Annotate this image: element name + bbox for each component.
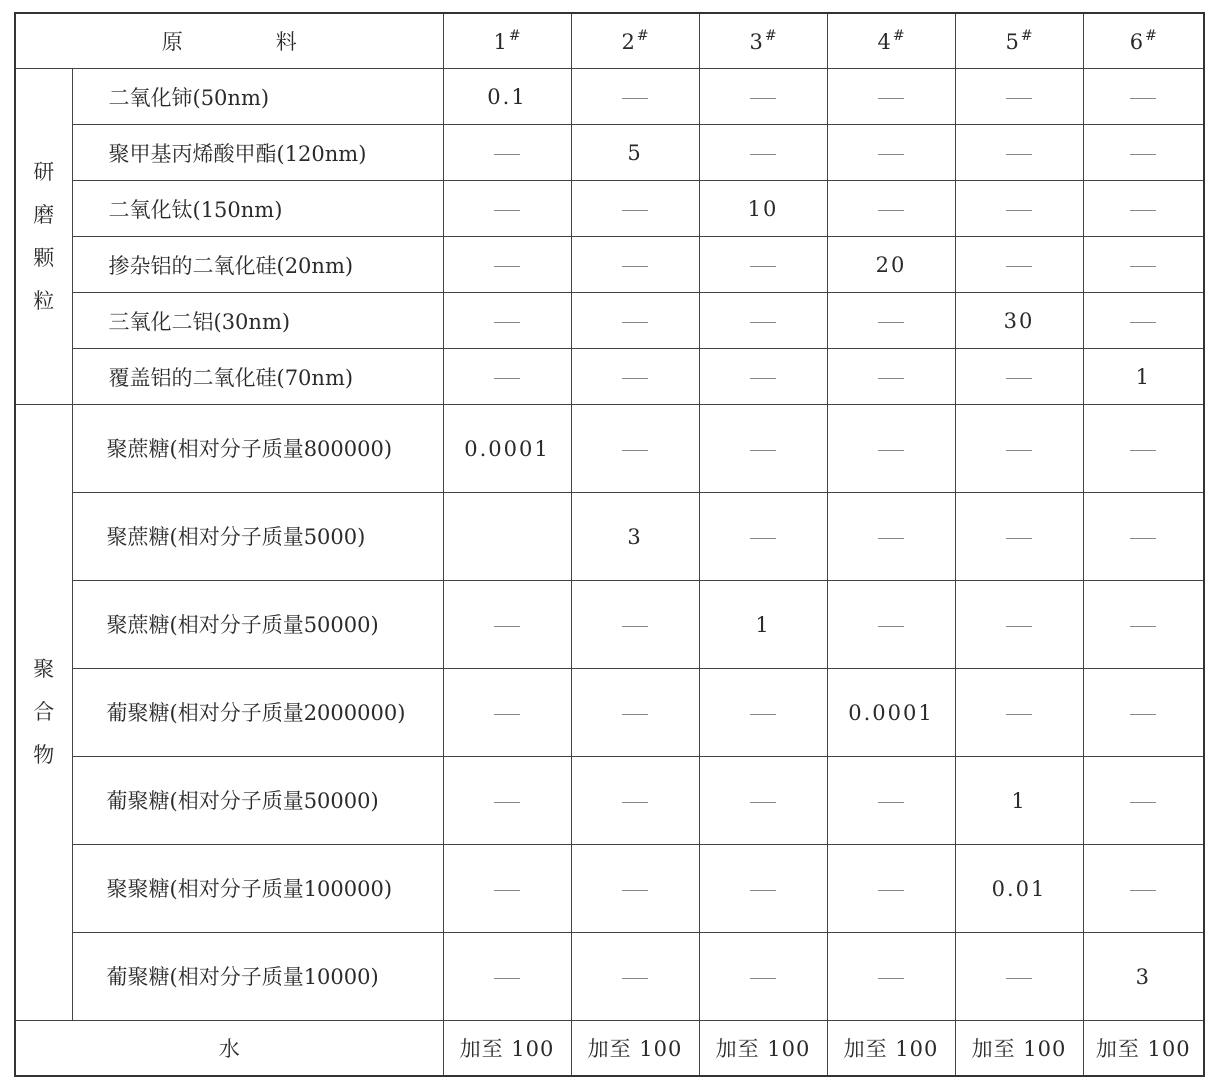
group-char: 颗 xyxy=(33,245,55,270)
water-value: 加至 100 xyxy=(443,1021,571,1077)
sample-number: 4 xyxy=(877,30,891,54)
value-cell xyxy=(1083,181,1204,237)
value-cell xyxy=(699,581,827,669)
value-text: 5 xyxy=(627,140,643,165)
polymer-row xyxy=(15,669,1204,757)
value-cell xyxy=(1083,493,1204,581)
value-cell xyxy=(1083,237,1204,293)
value-cell xyxy=(1083,125,1204,181)
value-cell xyxy=(571,69,699,125)
value-cell xyxy=(571,349,699,405)
value-cell xyxy=(699,237,827,293)
dash-mark xyxy=(750,98,776,99)
value-cell xyxy=(571,237,699,293)
group-char: 研 xyxy=(33,159,55,184)
value-cell xyxy=(955,69,1083,125)
header-sample-2 xyxy=(571,13,699,69)
dash-mark xyxy=(1006,266,1032,267)
value-cell xyxy=(955,237,1083,293)
dash-mark xyxy=(1130,322,1156,323)
value-cell xyxy=(827,493,955,581)
dash-mark xyxy=(1006,378,1032,379)
value-cell xyxy=(1083,69,1204,125)
value-text: 30 xyxy=(1003,308,1035,333)
value-cell xyxy=(1083,933,1204,1021)
header-sample-6 xyxy=(1083,13,1204,69)
value-cell xyxy=(443,405,571,493)
group-char: 粒 xyxy=(33,288,55,313)
value-cell xyxy=(571,181,699,237)
material-name xyxy=(72,669,443,757)
value-cell xyxy=(699,669,827,757)
material-name xyxy=(72,581,443,669)
dash-mark xyxy=(622,890,648,891)
group-char: 磨 xyxy=(33,202,55,227)
value-cell xyxy=(827,125,955,181)
material-name xyxy=(72,845,443,933)
dash-mark xyxy=(750,714,776,715)
value-text: 0.0001 xyxy=(848,700,934,725)
value-cell xyxy=(955,757,1083,845)
dash-mark xyxy=(494,890,520,891)
dash-mark xyxy=(750,322,776,323)
dash-mark xyxy=(494,626,520,627)
value-cell xyxy=(699,349,827,405)
dash-mark xyxy=(494,714,520,715)
header-sample-4 xyxy=(827,13,955,69)
value-cell xyxy=(699,405,827,493)
dash-mark xyxy=(750,378,776,379)
value-cell xyxy=(827,757,955,845)
polymer-group-label xyxy=(15,405,72,1021)
value-cell xyxy=(699,757,827,845)
abrasive-group-label xyxy=(15,69,72,405)
dash-mark xyxy=(750,450,776,451)
value-cell xyxy=(571,581,699,669)
dash-mark xyxy=(1006,626,1032,627)
sample-mark: # xyxy=(508,28,521,44)
value-cell xyxy=(443,757,571,845)
polymer-row xyxy=(15,757,1204,845)
polymer-row xyxy=(15,493,1204,581)
material-name xyxy=(72,405,443,493)
material-name-text: 葡聚糖(相对分子质量2000000) xyxy=(106,700,406,725)
dash-mark xyxy=(622,378,648,379)
dash-mark xyxy=(494,978,520,979)
sample-number: 6 xyxy=(1129,30,1144,54)
value-cell xyxy=(699,69,827,125)
dash-mark xyxy=(1130,210,1156,211)
dash-mark xyxy=(1130,450,1156,451)
material-name xyxy=(72,757,443,845)
dash-mark xyxy=(622,802,648,803)
material-name: 二氧化钛(150nm) xyxy=(72,181,443,237)
dash-mark xyxy=(878,802,904,803)
abrasive-row xyxy=(15,293,1204,349)
material-name-text: 聚蔗糖(相对分子质量800000) xyxy=(106,436,393,461)
value-text: 0.01 xyxy=(991,876,1047,901)
value-text: 1 xyxy=(1135,364,1151,389)
header-raw-material: 原 料 xyxy=(15,13,443,69)
material-name-text: 葡聚糖(相对分子质量50000) xyxy=(106,788,379,813)
header-sample-3 xyxy=(699,13,827,69)
dash-mark xyxy=(878,98,904,99)
dash-mark xyxy=(1006,210,1032,211)
value-cell xyxy=(1083,845,1204,933)
value-cell xyxy=(827,581,955,669)
water-value: 加至 100 xyxy=(955,1021,1083,1077)
value-cell xyxy=(571,845,699,933)
value-cell xyxy=(571,757,699,845)
dash-mark xyxy=(1130,538,1156,539)
value-cell xyxy=(699,181,827,237)
value-cell xyxy=(443,933,571,1021)
dash-mark xyxy=(1130,154,1156,155)
dash-mark xyxy=(1006,154,1032,155)
value-cell xyxy=(827,405,955,493)
dash-mark xyxy=(1130,98,1156,99)
dash-mark xyxy=(1006,538,1032,539)
abrasive-row xyxy=(15,125,1204,181)
dash-mark xyxy=(750,154,776,155)
water-value: 加至 100 xyxy=(827,1021,955,1077)
value-cell xyxy=(827,845,955,933)
value-cell xyxy=(1083,349,1204,405)
dash-mark xyxy=(622,714,648,715)
value-cell xyxy=(443,581,571,669)
value-text: 20 xyxy=(875,252,907,277)
value-cell xyxy=(571,669,699,757)
value-text: 0.1 xyxy=(487,84,527,109)
sample-mark: # xyxy=(1020,28,1033,44)
dash-mark xyxy=(750,802,776,803)
dash-mark xyxy=(494,266,520,267)
value-cell xyxy=(955,405,1083,493)
dash-mark xyxy=(622,266,648,267)
value-cell xyxy=(955,349,1083,405)
header-sample-5 xyxy=(955,13,1083,69)
dash-mark xyxy=(750,266,776,267)
value-cell xyxy=(1083,293,1204,349)
value-cell xyxy=(443,349,571,405)
value-cell xyxy=(827,293,955,349)
value-cell xyxy=(443,293,571,349)
value-cell xyxy=(955,669,1083,757)
value-text: 0.0001 xyxy=(464,436,550,461)
material-name: 三氧化二铝(30nm) xyxy=(72,293,443,349)
value-cell xyxy=(1083,757,1204,845)
dash-mark xyxy=(494,378,520,379)
value-cell xyxy=(571,125,699,181)
value-cell xyxy=(571,293,699,349)
material-name xyxy=(72,933,443,1021)
dash-mark xyxy=(494,802,520,803)
material-name-text: 聚蔗糖(相对分子质量50000) xyxy=(106,612,379,637)
water-value: 加至 100 xyxy=(699,1021,827,1077)
header-sample-1 xyxy=(443,13,571,69)
group-char: 合 xyxy=(33,700,55,724)
dash-mark xyxy=(1006,714,1032,715)
value-cell xyxy=(1083,669,1204,757)
sample-mark: # xyxy=(764,28,777,44)
sample-mark: # xyxy=(1145,28,1157,44)
value-text: 10 xyxy=(747,196,779,221)
dash-mark xyxy=(878,210,904,211)
abrasive-row xyxy=(15,237,1204,293)
dash-mark xyxy=(878,978,904,979)
value-cell xyxy=(955,933,1083,1021)
dash-mark xyxy=(878,322,904,323)
sample-number: 5 xyxy=(1005,30,1019,54)
dash-mark xyxy=(494,154,520,155)
value-cell xyxy=(955,581,1083,669)
dash-mark xyxy=(750,538,776,539)
dash-mark xyxy=(622,98,648,99)
value-cell xyxy=(955,493,1083,581)
dash-mark xyxy=(878,154,904,155)
material-name: 二氧化铈(50nm) xyxy=(72,69,443,125)
material-name: 聚甲基丙烯酸甲酯(120nm) xyxy=(72,125,443,181)
value-cell xyxy=(955,181,1083,237)
value-cell xyxy=(827,349,955,405)
dash-mark xyxy=(878,626,904,627)
value-cell xyxy=(955,845,1083,933)
value-cell xyxy=(827,933,955,1021)
dash-mark xyxy=(1130,626,1156,627)
value-cell xyxy=(955,125,1083,181)
value-cell xyxy=(699,933,827,1021)
polymer-row xyxy=(15,405,1204,493)
polymer-row xyxy=(15,845,1204,933)
sample-number: 2 xyxy=(621,30,635,54)
value-text: 3 xyxy=(1135,964,1151,989)
material-name-text: 聚蔗糖(相对分子质量5000) xyxy=(106,524,366,549)
value-cell xyxy=(443,237,571,293)
dash-mark xyxy=(1006,450,1032,451)
group-char: 聚 xyxy=(33,657,55,681)
material-name: 覆盖铝的二氧化硅(70nm) xyxy=(72,349,443,405)
value-cell xyxy=(827,181,955,237)
value-text: 3 xyxy=(627,524,643,549)
value-cell xyxy=(571,493,699,581)
dash-mark xyxy=(878,538,904,539)
value-cell xyxy=(955,293,1083,349)
value-cell xyxy=(1083,405,1204,493)
value-cell xyxy=(443,493,571,581)
dash-mark xyxy=(750,890,776,891)
abrasive-row xyxy=(15,69,1204,125)
water-row xyxy=(15,1021,1204,1077)
dash-mark xyxy=(494,210,520,211)
material-name-text: 葡聚糖(相对分子质量10000) xyxy=(106,964,379,989)
value-cell xyxy=(827,69,955,125)
sample-mark: # xyxy=(892,28,905,44)
value-cell xyxy=(699,293,827,349)
water-value: 加至 100 xyxy=(1083,1021,1204,1077)
polymer-row xyxy=(15,933,1204,1021)
abrasive-row xyxy=(15,181,1204,237)
formulation-table xyxy=(14,12,1205,1077)
dash-mark xyxy=(622,450,648,451)
value-cell xyxy=(699,125,827,181)
value-text: 1 xyxy=(1011,788,1027,813)
water-label: 水 xyxy=(15,1021,443,1077)
value-cell xyxy=(443,845,571,933)
dash-mark xyxy=(878,378,904,379)
value-cell xyxy=(443,69,571,125)
sample-mark: # xyxy=(636,28,649,44)
dash-mark xyxy=(878,890,904,891)
value-cell xyxy=(443,181,571,237)
dash-mark xyxy=(622,210,648,211)
value-cell xyxy=(827,669,955,757)
dash-mark xyxy=(750,978,776,979)
dash-mark xyxy=(494,322,520,323)
value-cell xyxy=(1083,581,1204,669)
sample-number: 1 xyxy=(493,30,507,54)
value-cell xyxy=(699,845,827,933)
value-cell xyxy=(443,125,571,181)
material-name-text: 聚聚糖(相对分子质量100000) xyxy=(106,876,393,901)
dash-mark xyxy=(1006,978,1032,979)
dash-mark xyxy=(622,322,648,323)
abrasive-row xyxy=(15,349,1204,405)
sample-number: 3 xyxy=(749,30,763,54)
water-value: 加至 100 xyxy=(571,1021,699,1077)
value-cell xyxy=(571,405,699,493)
value-cell xyxy=(571,933,699,1021)
material-name: 掺杂铝的二氧化硅(20nm) xyxy=(72,237,443,293)
dash-mark xyxy=(622,626,648,627)
value-cell xyxy=(699,493,827,581)
value-cell xyxy=(827,237,955,293)
dash-mark xyxy=(1130,266,1156,267)
dash-mark xyxy=(878,450,904,451)
material-name xyxy=(72,493,443,581)
value-cell xyxy=(443,669,571,757)
dash-mark xyxy=(1130,890,1156,891)
group-char: 物 xyxy=(33,743,55,767)
dash-mark xyxy=(622,978,648,979)
dash-mark xyxy=(1130,714,1156,715)
header-row xyxy=(15,13,1204,69)
value-text: 1 xyxy=(755,612,771,637)
dash-mark xyxy=(1130,802,1156,803)
polymer-row xyxy=(15,581,1204,669)
dash-mark xyxy=(1006,98,1032,99)
